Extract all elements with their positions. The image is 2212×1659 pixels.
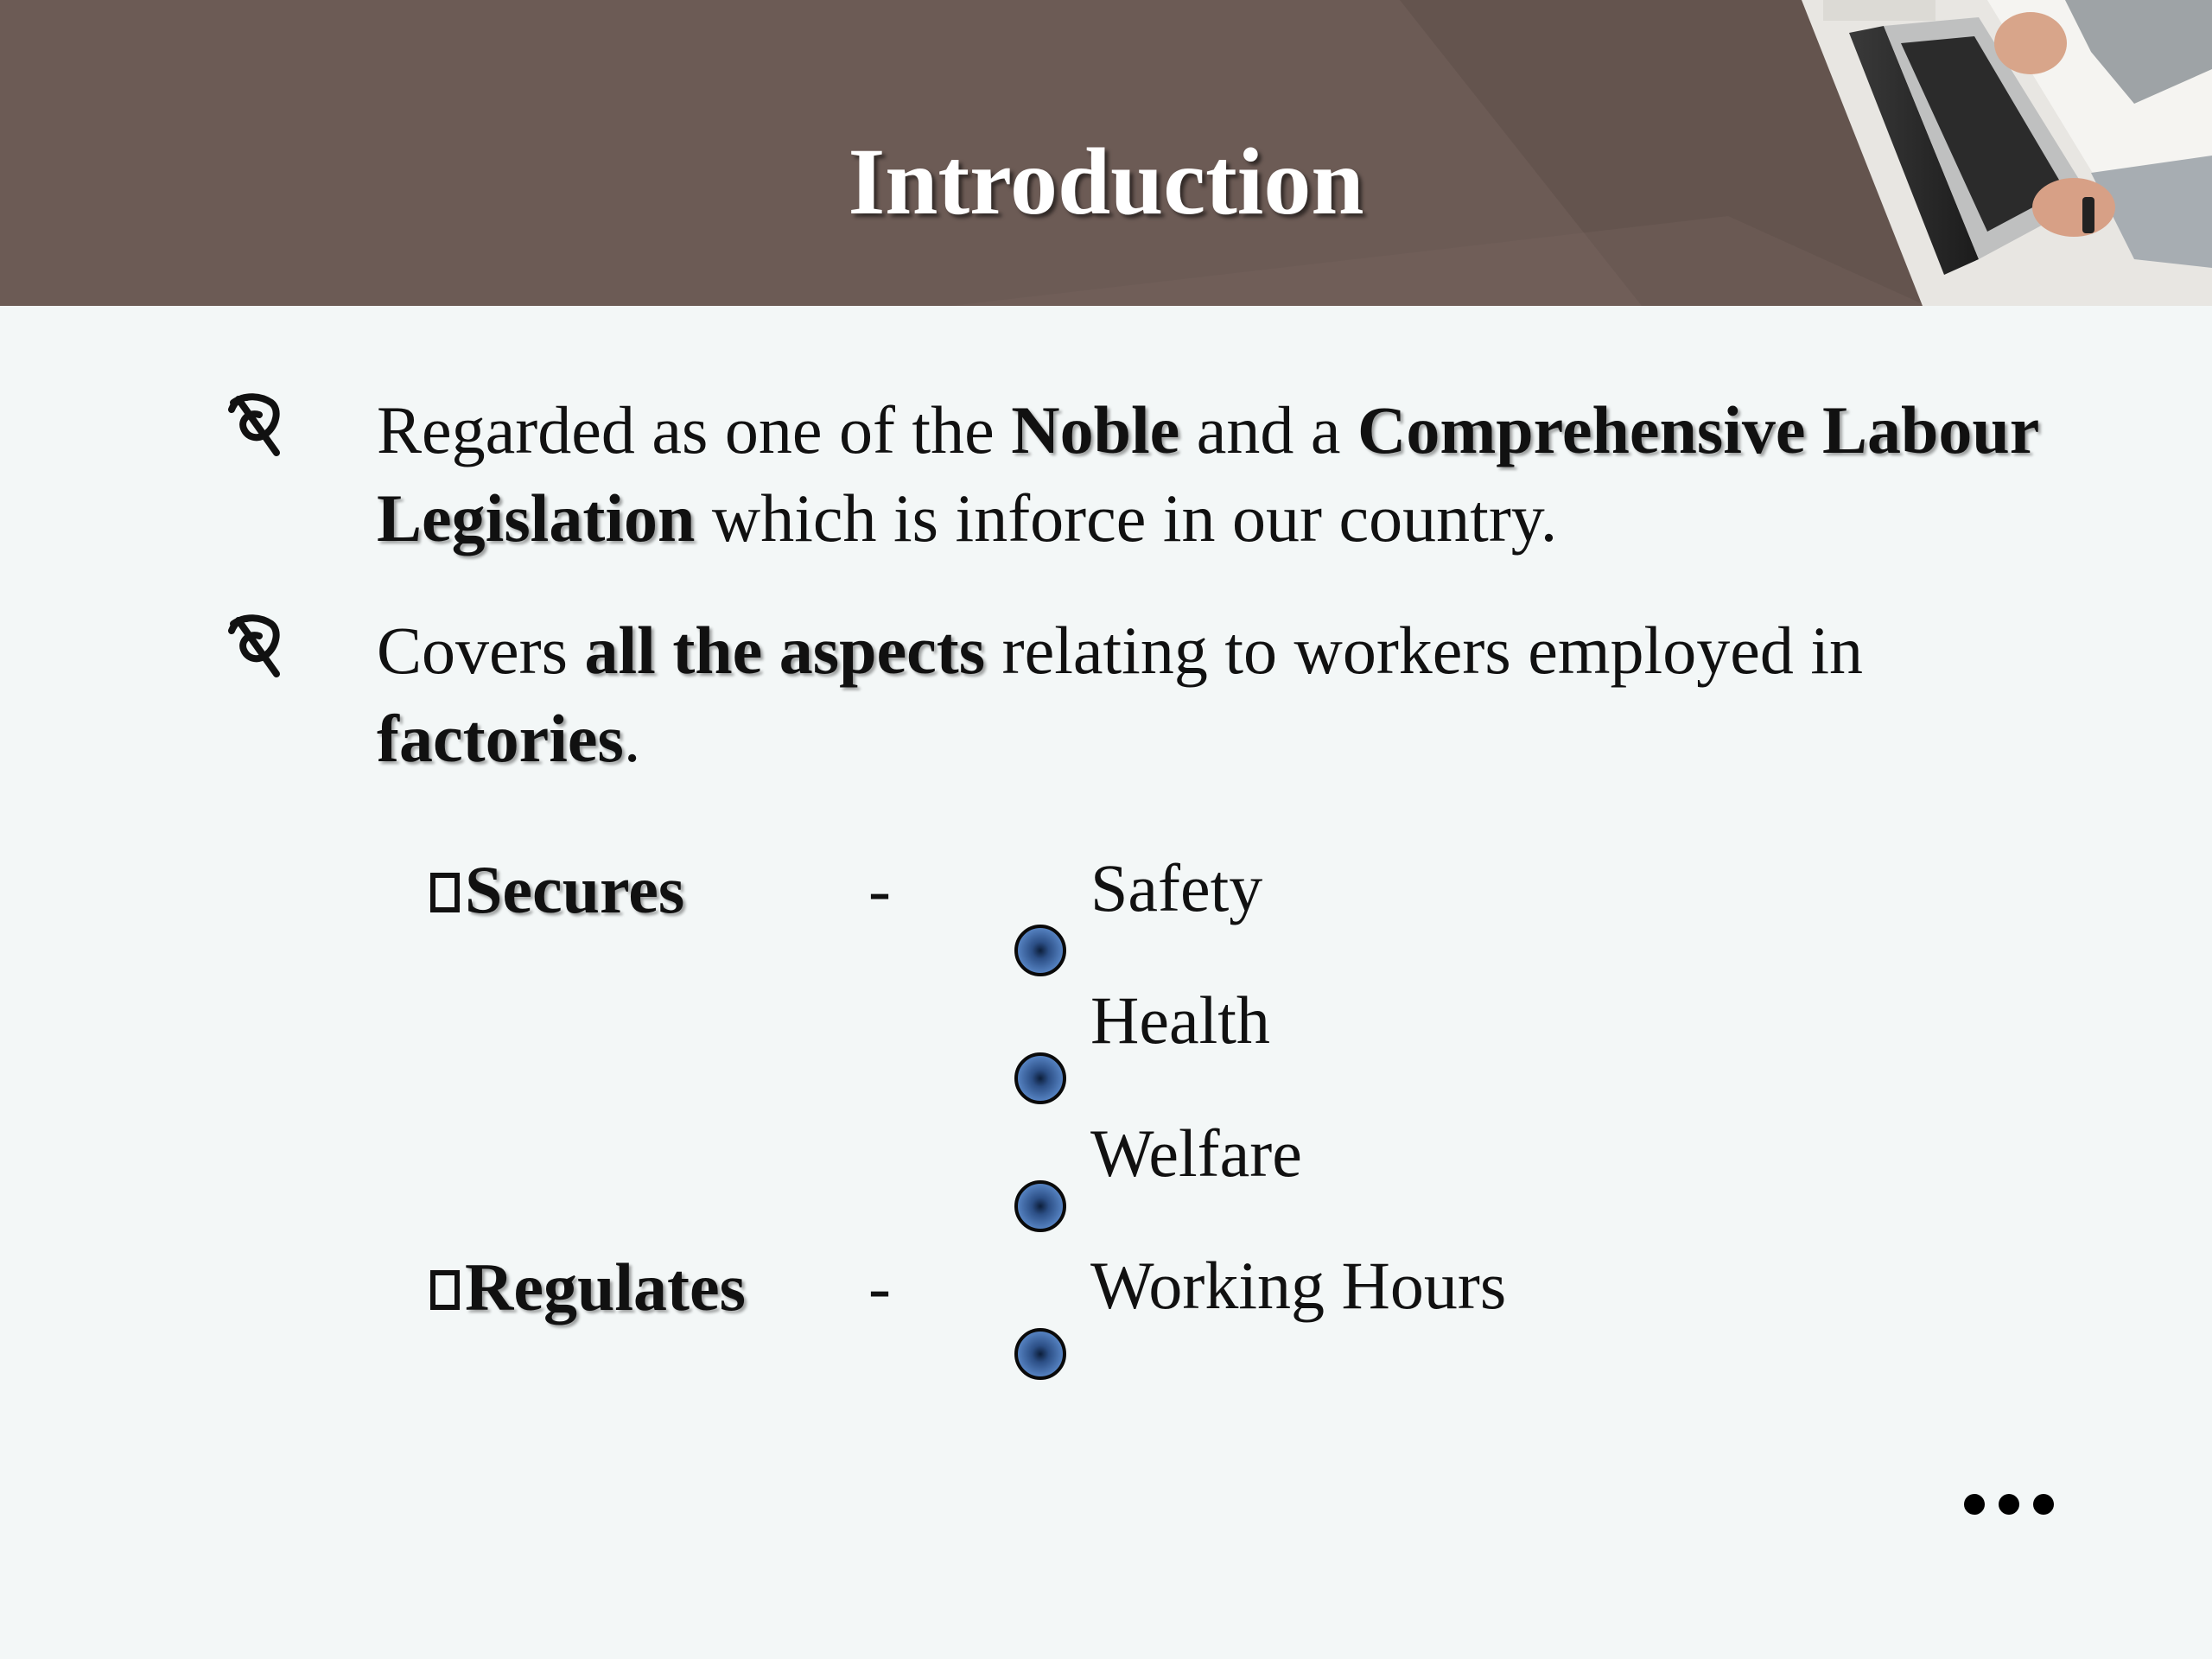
bullet-1-seg-4: Comprehensive Labour Legislation — [377, 392, 2039, 556]
blue-dot-bullet-icon — [1013, 1051, 1068, 1106]
sub-point-regulates — [430, 1249, 746, 1326]
scribble-bullet-icon — [226, 391, 287, 460]
bullet-2-text — [377, 607, 2062, 783]
sub-point-dash: - — [868, 1249, 891, 1325]
bullet-1-seg-2: Noble — [1011, 392, 1180, 467]
bullet-2-seg-5: . — [623, 701, 641, 776]
list-item-working-hours: Working Hours — [1090, 1248, 1507, 1323]
blue-dot-bullet-icon — [1013, 1326, 1068, 1382]
blue-dot-bullet-icon — [1013, 923, 1068, 978]
bullet-2-seg-4: factories — [377, 701, 624, 776]
bullet-2-seg-3: relating to workers employed in — [985, 613, 1864, 688]
list-item-welfare: Welfare — [1090, 1116, 1302, 1191]
sub-point-label: Regulates — [465, 1249, 746, 1325]
blue-dot-bullet-icon — [1013, 1179, 1068, 1234]
bullet-1-text — [377, 386, 2062, 563]
scribble-bullet-icon — [226, 612, 287, 681]
list-item-safety: Safety — [1090, 850, 1263, 925]
checkbox-glyph-icon — [430, 873, 460, 912]
header-banner — [0, 0, 2212, 306]
bullet-1-seg-1: Regarded as one of the — [377, 392, 1012, 467]
list-item-health: Health — [1090, 982, 1270, 1058]
sub-point-label: Secures — [465, 852, 685, 927]
sub-point-dash: - — [868, 852, 891, 927]
more-dots-icon[interactable] — [1961, 1491, 2056, 1517]
bullet-1-seg-5: which is inforce in our country. — [695, 480, 1558, 556]
checkbox-glyph-icon — [430, 1270, 460, 1310]
sub-point-secures — [430, 851, 684, 929]
bullet-2-seg-1: Covers — [377, 613, 585, 688]
bullet-2-seg-2: all the aspects — [584, 613, 986, 688]
bullet-1-seg-3: and a — [1179, 392, 1357, 467]
slide-title: Introduction — [848, 129, 1364, 234]
